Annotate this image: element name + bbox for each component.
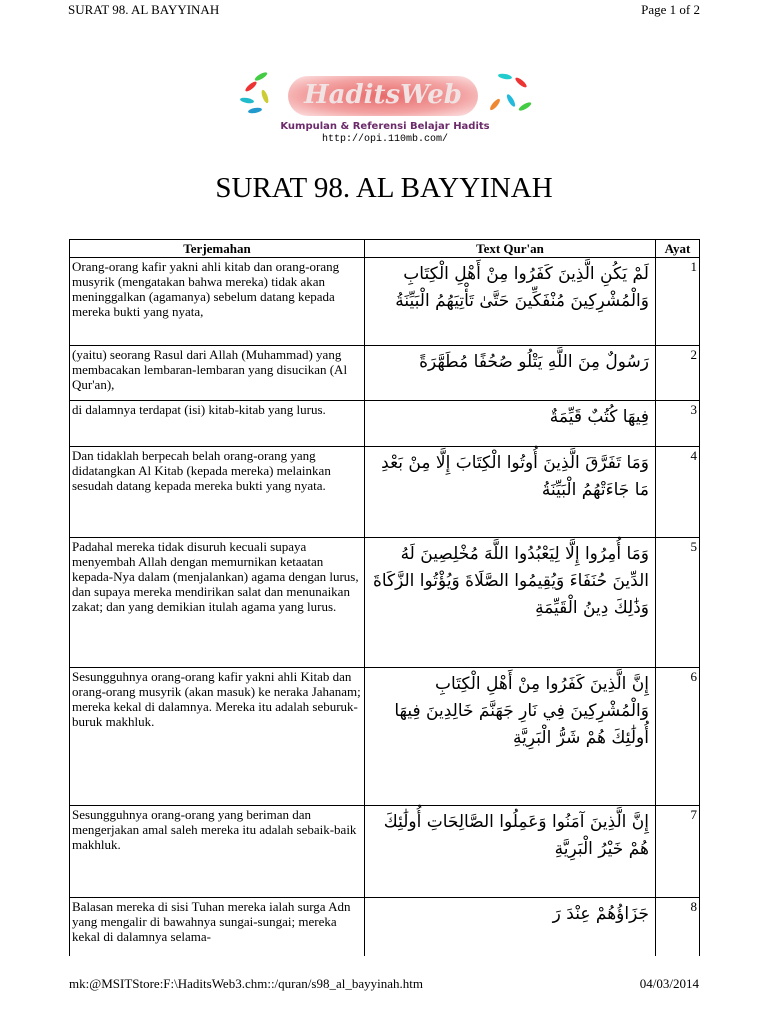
column-header-verse: Ayat (656, 240, 700, 258)
footer-date: 04/03/2014 (639, 975, 699, 991)
verse-number: 7 (656, 806, 700, 898)
table-row (70, 898, 700, 956)
footer-source-path: mk:@MSITStore:F:\HaditsWeb3.chm::/quran/s98_al_bayyinah.htm (69, 975, 423, 991)
verse-number: 1 (656, 258, 700, 346)
page-footer (69, 976, 699, 995)
logo-name: HaditsWeb (304, 80, 462, 110)
verse-number: 8 (656, 898, 700, 956)
arabic-cell: فِيهَا كُتُبٌ قَيِّمَةٌ (365, 401, 656, 447)
page-title: SURAT 98. AL BAYYINAH (215, 172, 553, 204)
page-number: Page 1 of 2 (641, 2, 700, 17)
translation-cell: di dalamnya terdapat (isi) kitab-kitab yang lurus. (70, 401, 365, 447)
translation-cell: Orang-orang kafir yakni ahli kitab dan orang-orang musyrik (mengatakan bahwa mereka) tidak akan meninggalkan (agamanya) sebelum datang kepada mereka bukti yang nyata, (70, 258, 365, 346)
arabic-cell: جَزَاؤُهُمْ عِنْدَ رَ (365, 898, 656, 956)
translation-cell: Sesungguhnya orang-orang kafir yakni ahli Kitab dan orang-orang musyrik (akan masuk) ke neraka Jahanam; mereka kekal di dalamnya. Mereka itu adalah seburuk-buruk makhluk. (70, 668, 365, 806)
table-row (70, 258, 700, 346)
table-row (70, 538, 700, 668)
logo-url: http://opi.110mb.com/ (321, 134, 449, 145)
translation-cell: Padahal mereka tidak disuruh kecuali supaya menyembah Allah dengan memurnikan ketaatan kepada-Nya dalam (menjalankan) agama dengan lurus, dan supaya mereka mendirikan salat dan menunaikan zakat; dan yang demikian itulah agama yang lurus. (70, 538, 365, 668)
table-row (70, 447, 700, 538)
translation-cell: Dan tidaklah berpecah belah orang-orang yang didatangkan Al Kitab (kepada mereka) melainkan sesudah datang kepada mereka bukti yang nyata. (70, 447, 365, 538)
column-header-quran-text: Text Qur'an (365, 240, 656, 258)
arabic-cell: رَسُولٌ مِنَ اللَّهِ يَتْلُو صُحُفًا مُطَهَّرَةً (365, 346, 656, 401)
translation-cell: (yaitu) seorang Rasul dari Allah (Muhammad) yang membacakan lembaran-lembaran yang disucikan (Al Qur'an), (70, 346, 365, 401)
surah-table (69, 239, 700, 956)
page-header-title: SURAT 98. AL BAYYINAH (68, 2, 220, 17)
verse-number: 5 (656, 538, 700, 668)
arabic-cell: وَمَا أُمِرُوا إِلَّا لِيَعْبُدُوا اللَّهَ مُخْلِصِينَ لَهُ الدِّينَ حُنَفَاءَ وَيُقِيمُوا الصَّلَاةَ وَيُؤْتُوا الزَّكَاةَ وَذَٰلِكَ دِينُ الْقَيِّمَةِ (365, 538, 656, 668)
translation-cell: Sesungguhnya orang-orang yang beriman dan mengerjakan amal saleh mereka itu adalah sebaik-baik makhluk. (70, 806, 365, 898)
table-row (70, 346, 700, 401)
arabic-cell: إِنَّ الَّذِينَ آمَنُوا وَعَمِلُوا الصَّالِحَاتِ أُولَٰئِكَ هُمْ خَيْرُ الْبَرِيَّةِ (365, 806, 656, 898)
table-header-row (70, 240, 700, 258)
verse-number: 2 (656, 346, 700, 401)
translation-cell: Balasan mereka di sisi Tuhan mereka ialah surga Adn yang mengalir di bawahnya sungai-sungai; mereka kekal di dalamnya selama- (70, 898, 365, 956)
table-row (70, 401, 700, 447)
arabic-cell: وَمَا تَفَرَّقَ الَّذِينَ أُوتُوا الْكِتَابَ إِلَّا مِنْ بَعْدِ مَا جَاءَتْهُمُ الْبَيِّنَةُ (365, 447, 656, 538)
verse-number: 3 (656, 401, 700, 447)
arabic-cell: إِنَّ الَّذِينَ كَفَرُوا مِنْ أَهْلِ الْكِتَابِ وَالْمُشْرِكِينَ فِي نَارِ جَهَنَّمَ خَالِدِينَ فِيهَا أُولَٰئِكَ هُمْ شَرُّ الْبَرِيَّةِ (365, 668, 656, 806)
table-row (70, 806, 700, 898)
column-header-translation: Terjemahan (70, 240, 365, 258)
logo-tagline: Kumpulan & Referensi Belajar Hadits (280, 121, 490, 132)
verse-number: 4 (656, 447, 700, 538)
arabic-cell: لَمْ يَكُنِ الَّذِينَ كَفَرُوا مِنْ أَهْلِ الْكِتَابِ وَالْمُشْرِكِينَ مُنْفَكِّينَ حَتَّىٰ تَأْتِيَهُمُ الْبَيِّنَةُ (365, 258, 656, 346)
table-row (70, 668, 700, 806)
verse-number: 6 (656, 668, 700, 806)
